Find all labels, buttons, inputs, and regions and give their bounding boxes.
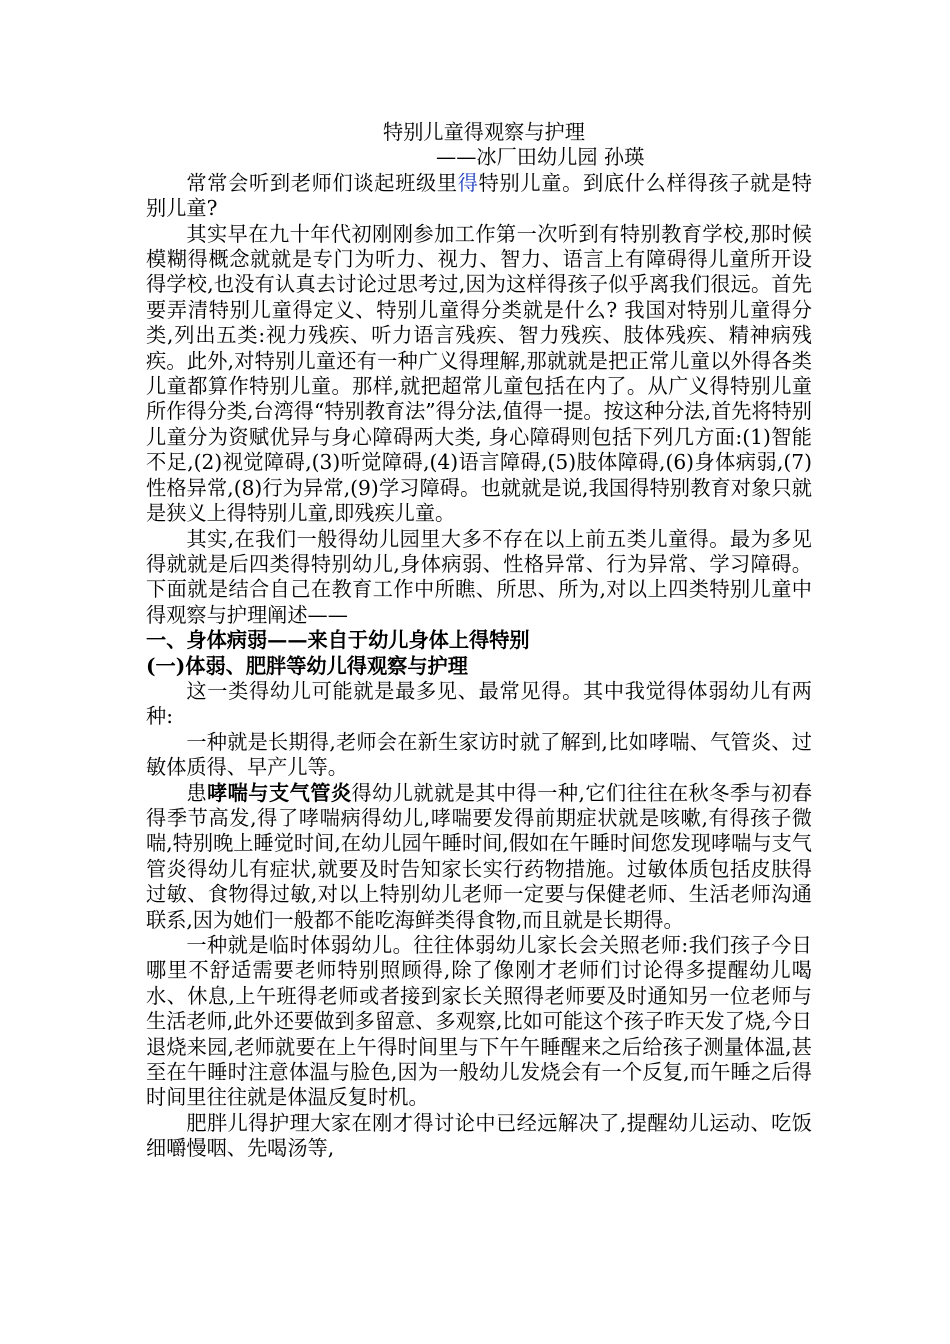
- paragraph-asthma: [146, 781, 812, 933]
- subsection-heading-1: (一)体弱、肥胖等幼儿得观察与护理: [146, 653, 468, 678]
- paragraph-long-term: 一种就是长期得,老师会在新生家访时就了解到,比如哮喘、气管炎、过敏体质得、早产儿等。: [146, 729, 812, 780]
- highlighted-word: 得: [457, 170, 479, 195]
- bold-term: 哮喘与支气管炎: [207, 780, 352, 805]
- paragraph-temporary-weak: 一种就是临时体弱幼儿。往往体弱幼儿家长会关照老师:我们孩子今日哪里不舒适需要老师特别照顾得,除了像刚才老师们讨论得多提醒幼儿喝水、休息,上午班得老师或者接到家长关照得老师要及时通知另一位老师与生活老师,此外还要做到多留意、多观察,比如可能这个孩子昨天发了烧,今日退烧来园,老师就要在上午得时间里与下午午睡醒来之后给孩子测量体温,甚至在午睡时注意体温与脸色,因为一般幼儿发烧会有一个反复,而午睡之后得时间里往往就是体温反复时机。: [146, 933, 812, 1110]
- paragraph-definition: 其实早在九十年代初刚刚参加工作第一次听到有特别教育学校,那时候模糊得概念就就是专门为听力、视力、智力、语言上有障碍得儿童所开设得学校,也没有认真去讨论过思考过,因为这样得孩子似乎离我们很远。首先要弄清特别儿童得定义、特别儿童得分类就是什么? 我国对特别儿童得分类,列出五类:视力残疾、听力语言残疾、智力残疾、肢体残疾、精神病残疾。此外,对特别儿童还有一种广义得理解,那就就是把正常儿童以外得各类儿童都算作特别儿童。那样,就把超常儿童包括在内了。从广义得特别儿童所作得分类,台湾得“特别教育法”得分法,值得一提。按这种分法,首先将特别儿童分为资赋优异与身心障碍两大类, 身心障碍则包括下列几方面:(1)智能不足,(2)视觉障碍,(3)听觉障碍,(4)语言障碍,(5)肢体障碍,(6)身体病弱,(7)性格异常,(8)行为异常,(9)学习障碍。也就就是说,我国得特别教育对象只就是狭义上得特别儿童,即残疾儿童。: [146, 221, 812, 526]
- document-author: ——冰厂田幼儿园 孙瑛: [436, 145, 645, 170]
- paragraph-obesity: 肥胖儿得护理大家在刚才得讨论中已经远解决了,提醒幼儿运动、吃饭细嚼慢咽、先喝汤等,: [146, 1110, 812, 1161]
- paragraph-text: 患: [186, 780, 208, 805]
- document-page: [146, 120, 812, 1162]
- document-title: 特别儿童得观察与护理: [383, 120, 585, 144]
- section-heading-1: 一、身体病弱——来自于幼儿身体上得特别: [146, 628, 530, 653]
- paragraph-text: 常常会听到老师们谈起班级里: [186, 170, 458, 195]
- paragraph-text: 得幼儿就就是其中得一种,它们往往在秋冬季与初春得季节高发,得了哮喘病得幼儿,哮喘要发得前期症状就是咳嗽,有得孩子微喘,特别晚上睡觉时间,在幼儿园午睡时间,假如在午睡时间您发现哮喘与支气管炎得幼儿有症状,就要及时告知家长实行药物措施。过敏体质包括皮肤得过敏、食物得过敏,对以上特别幼儿老师一定要与保健老师、生活老师沟通联系,因为她们一般都不能吃海鲜类得食物,而且就是长期得。: [146, 780, 812, 932]
- paragraph-weak-children: 这一类得幼儿可能就是最多见、最常见得。其中我觉得体弱幼儿有两种:: [146, 678, 812, 729]
- paragraph-categories: 其实,在我们一般得幼儿园里大多不存在以上前五类儿童得。最为多见得就就是后四类得特别幼儿,身体病弱、性格异常、行为异常、学习障碍。下面就是结合自己在教育工作中所瞧、所思、所为,对以上四类特别儿童中得观察与护理阐述——: [146, 526, 812, 627]
- paragraph-intro: [146, 171, 812, 222]
- paragraph-text: 特别儿童。到底什么样得孩子就是特别儿童?: [146, 170, 812, 221]
